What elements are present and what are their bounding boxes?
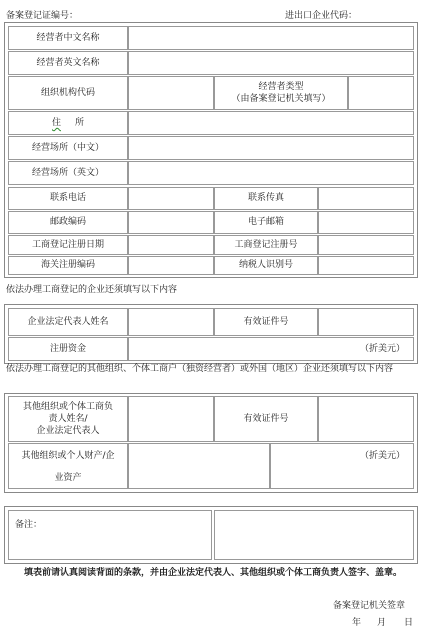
email-field[interactable] [318, 211, 414, 234]
org-code-field[interactable] [128, 76, 214, 110]
address-field[interactable] [128, 111, 414, 135]
responsible-person-field[interactable] [128, 396, 214, 442]
reg-date-label: 工商登记注册日期 [8, 235, 128, 255]
org-code-label: 组织机构代码 [8, 76, 128, 110]
assets-line1: 其他组织或个人财产/企 [21, 451, 115, 461]
phone-label: 联系电话 [8, 187, 128, 210]
premises-cn-field[interactable] [128, 136, 414, 160]
section2-note: 依法办理工商登记的其他组织、个体工商户（独资经营者）或外国（地区）企业还须填写以下内容 [6, 364, 394, 374]
date-day: 日 [404, 618, 414, 628]
responsible-person-label [8, 396, 128, 442]
name-en-label: 经营者英文名称 [8, 51, 128, 75]
assets-field-left[interactable] [128, 443, 270, 489]
name-cn-label: 经营者中文名称 [8, 26, 128, 50]
email-label: 电子邮箱 [214, 211, 318, 234]
capital-label: 注册资金 [8, 337, 128, 361]
trade-code-label: 进出口企业代码： [285, 11, 358, 21]
operator-type-line2: （由备案登记机关填写） [231, 94, 331, 104]
premises-en-label: 经营场所（英文） [8, 161, 128, 185]
responsible-person-line3: 企业法定代表人 [36, 426, 100, 437]
premises-cn-label: 经营场所（中文） [8, 136, 128, 160]
remarks-field[interactable] [214, 510, 414, 560]
id-doc-field[interactable] [318, 308, 414, 336]
filing-number-label: 备案登记证编号： [6, 11, 79, 21]
id-doc-label: 有效证件号 [214, 308, 318, 336]
reg-no-label: 工商登记注册号 [214, 235, 318, 255]
postcode-field[interactable] [128, 211, 214, 234]
reg-date-field[interactable] [128, 235, 214, 255]
name-en-field[interactable] [128, 51, 414, 75]
id-doc-label-2: 有效证件号 [214, 396, 318, 442]
assets-field[interactable] [270, 443, 414, 489]
date-year: 年 [352, 618, 362, 628]
operator-type-field[interactable] [348, 76, 414, 110]
assets-label [8, 443, 128, 489]
name-cn-field[interactable] [128, 26, 414, 50]
operator-type-label [214, 76, 348, 110]
instruction-text: 填表前请认真阅读背面的条款，并由企业法定代表人、其他组织或个体工商负责人签字、盖章。 [24, 568, 403, 578]
responsible-person-line2: 责人姓名/ [48, 413, 88, 424]
reg-no-field[interactable] [318, 235, 414, 255]
section1-note: 依法办理工商登记的企业还须填写以下内容 [6, 285, 178, 295]
assets-line2: 业资产 [54, 473, 82, 484]
phone-field[interactable] [128, 187, 214, 210]
legal-rep-label: 企业法定代表人姓名 [8, 308, 128, 336]
remarks-label: 备注： [15, 520, 43, 530]
remarks-box[interactable] [8, 510, 212, 560]
id-doc-field-2[interactable] [318, 396, 414, 442]
assets-unit: （折美元） [359, 451, 405, 461]
date-month: 月 [377, 618, 387, 628]
premises-en-field[interactable] [128, 161, 414, 185]
capital-field[interactable] [128, 337, 414, 361]
customs-code-field[interactable] [128, 256, 214, 275]
seal-label: 备案登记机关签章 [333, 601, 406, 611]
taxpayer-id-label: 纳税人识别号 [214, 256, 318, 275]
capital-unit: （折美元） [359, 343, 405, 354]
address-label-part2: 所 [75, 117, 85, 128]
operator-type-line1: 经营者类型 [258, 81, 304, 92]
address-label-part1: 住 [51, 117, 61, 128]
address-label [8, 111, 128, 135]
legal-rep-field[interactable] [128, 308, 214, 336]
fax-field[interactable] [318, 187, 414, 210]
customs-code-label: 海关注册编码 [8, 256, 128, 275]
fax-label: 联系传真 [214, 187, 318, 210]
postcode-label: 邮政编码 [8, 211, 128, 234]
taxpayer-id-field[interactable] [318, 256, 414, 275]
responsible-person-line1: 其他组织或个体工商负 [22, 401, 113, 412]
